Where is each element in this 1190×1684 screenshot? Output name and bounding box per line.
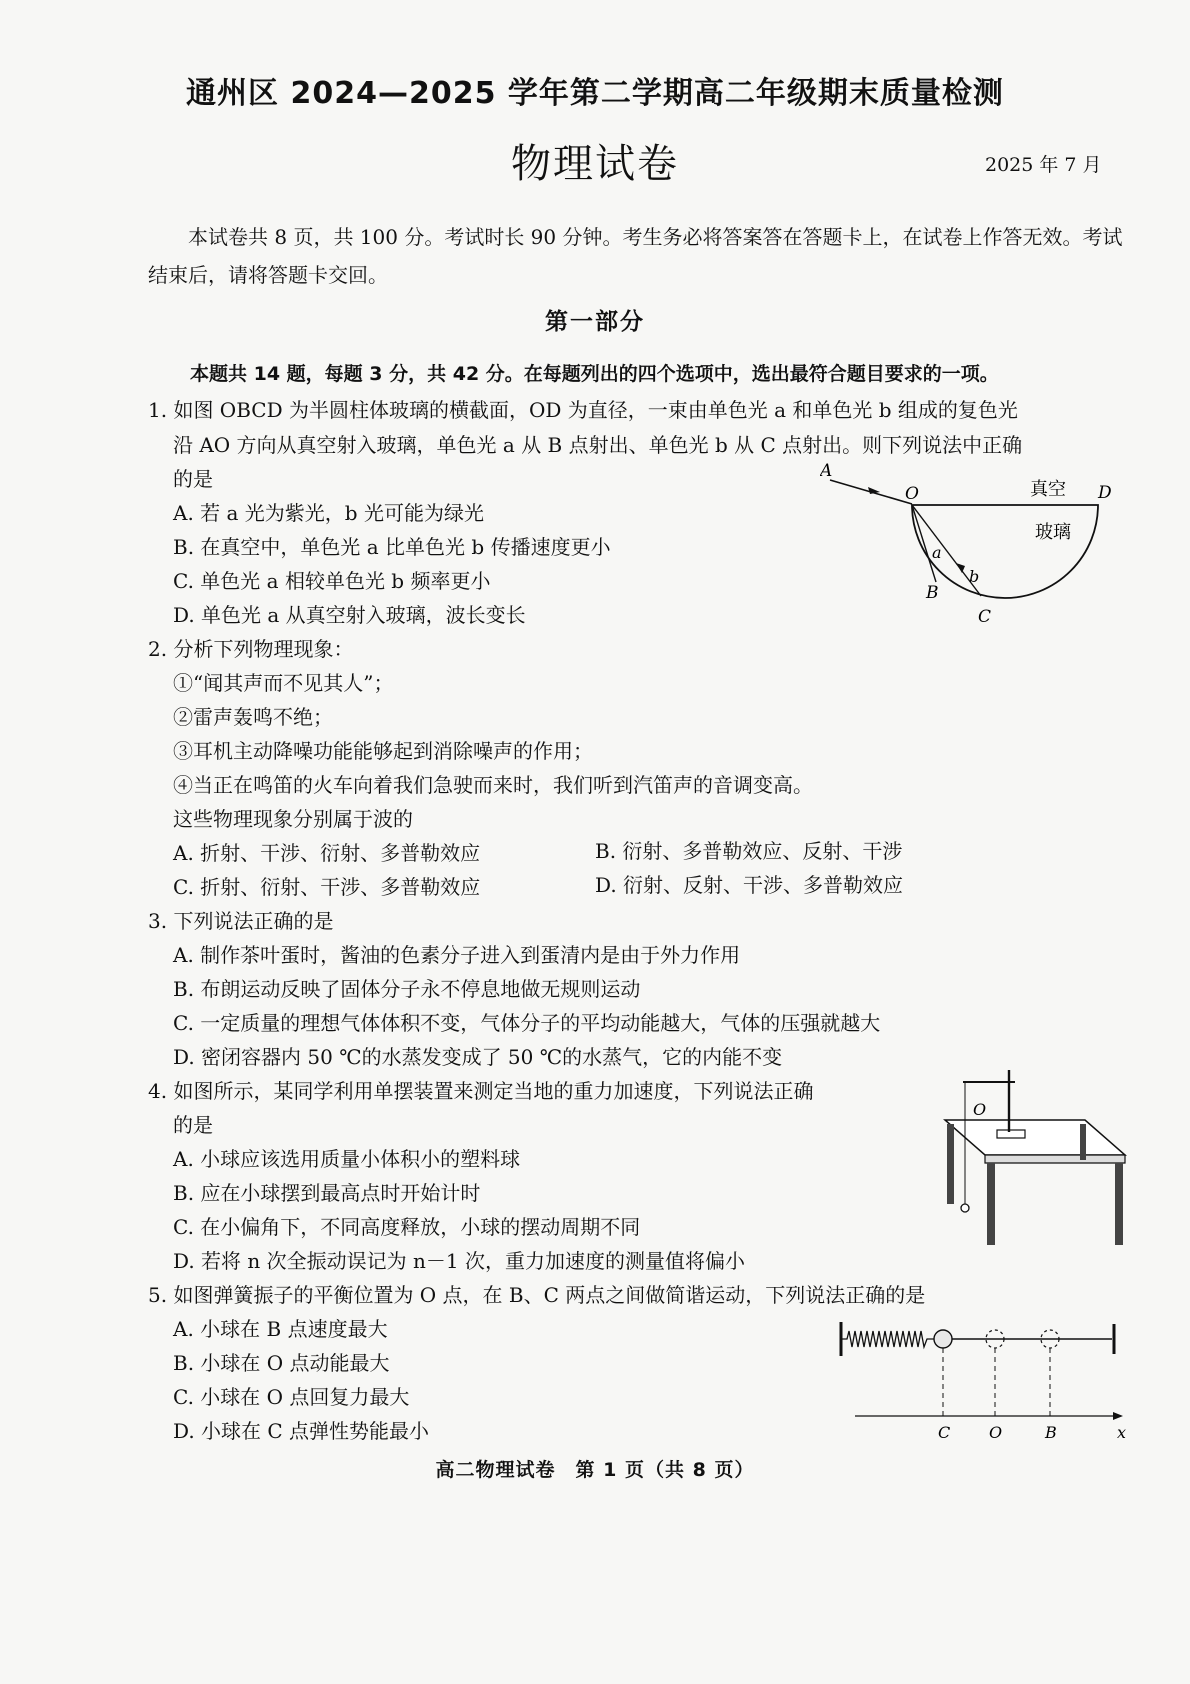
question-1-stem-line-2: 沿 AO 方向从真空射入玻璃，单色光 a 从 B 点射出、单色光 b 从 C 点射出。则下列说法中正确 bbox=[173, 433, 1023, 457]
question-3-option-b: B. 布朗运动反映了固体分子永不停息地做无规则运动 bbox=[173, 977, 641, 1001]
question-5-option-b: B. 小球在 O 点动能最大 bbox=[173, 1351, 390, 1375]
question-5-stem: 5. 如图弹簧振子的平衡位置为 O 点，在 B、C 两点之间做简谐运动，下列说法正确的是 bbox=[148, 1283, 926, 1307]
question-1-option-c: C. 单色光 a 相较单色光 b 频率更小 bbox=[173, 569, 491, 593]
x-axis-arrow bbox=[1113, 1412, 1123, 1420]
exam-date: 2025 年 7 月 bbox=[985, 154, 1102, 176]
question-1-option-d: D. 单色光 a 从真空射入玻璃，波长变长 bbox=[173, 603, 526, 627]
question-2-item-3: ③耳机主动降噪功能能够起到消除噪声的作用； bbox=[173, 739, 593, 763]
question-5-option-d: D. 小球在 C 点弹性势能最小 bbox=[173, 1419, 430, 1443]
question-4-option-b: B. 应在小球摆到最高点时开始计时 bbox=[173, 1181, 481, 1205]
question-4-stem-line-2: 的是 bbox=[173, 1113, 213, 1137]
label-C: C bbox=[938, 1423, 951, 1442]
question-4-option-c: C. 在小偏角下，不同高度释放，小球的摆动周期不同 bbox=[173, 1215, 641, 1239]
label-B: B bbox=[1045, 1423, 1057, 1442]
semicircle-glass-figure bbox=[820, 462, 1120, 637]
question-1-option-a: A. 若 a 光为紫光，b 光可能为绿光 bbox=[173, 501, 484, 525]
table-leg bbox=[1115, 1163, 1123, 1245]
exam-title: 通州区 2024—2025 学年第二学期高二年级期末质量检测 bbox=[186, 76, 1004, 111]
question-4-stem-line-1: 4. 如图所示，某同学利用单摆装置来测定当地的重力加速度，下列说法正确 bbox=[148, 1079, 814, 1103]
question-4-option-d: D. 若将 n 次全振动误记为 n－1 次，重力加速度的测量值将偏小 bbox=[173, 1249, 745, 1273]
table-leg bbox=[1080, 1124, 1086, 1160]
question-2-stem-line-2: 这些物理现象分别属于波的 bbox=[173, 807, 413, 831]
label-b: b bbox=[969, 567, 980, 586]
question-2-item-4: ④当正在鸣笛的火车向着我们急驶而来时，我们听到汽笛声的音调变高。 bbox=[173, 773, 813, 797]
label-x: x bbox=[1117, 1423, 1127, 1442]
question-1-stem-line-3: 的是 bbox=[173, 467, 213, 491]
question-2-option-b: B. 衍射、多普勒效应、反射、干涉 bbox=[595, 839, 903, 863]
question-2-option-d: D. 衍射、反射、干涉、多普勒效应 bbox=[595, 873, 904, 897]
question-3-option-a: A. 制作茶叶蛋时，酱油的色素分子进入到蛋清内是由于外力作用 bbox=[173, 943, 741, 967]
table-leg bbox=[987, 1163, 995, 1245]
question-2-option-a: A. 折射、干涉、衍射、多普勒效应 bbox=[173, 841, 481, 865]
question-3-option-d: D. 密闭容器内 50 ℃的水蒸发变成了 50 ℃的水蒸气，它的内能不变 bbox=[173, 1045, 783, 1069]
table-top bbox=[945, 1120, 1125, 1155]
page-footer: 高二物理试卷 第 1 页（共 8 页） bbox=[435, 1459, 755, 1481]
table-leg bbox=[947, 1124, 954, 1204]
question-3-stem: 3. 下列说法正确的是 bbox=[148, 909, 334, 933]
subject-title: 物理试卷 bbox=[511, 141, 679, 187]
label-O: O bbox=[989, 1423, 1003, 1442]
label-O: O bbox=[905, 484, 919, 504]
ball-at-C bbox=[934, 1330, 952, 1348]
stand-base bbox=[997, 1130, 1025, 1138]
question-2-item-1: ①“闻其声而不见其人”； bbox=[173, 671, 394, 695]
question-2-item-2: ②雷声轰鸣不绝； bbox=[173, 705, 333, 729]
question-2-stem-line-1: 2. 分析下列物理现象： bbox=[148, 637, 354, 661]
table-edge bbox=[985, 1155, 1125, 1163]
label-A: A bbox=[820, 462, 833, 481]
question-5-option-c: C. 小球在 O 点回复力最大 bbox=[173, 1385, 410, 1409]
question-1-stem-line-1: 1. 如图 OBCD 为半圆柱体玻璃的横截面，OD 为直径，一束由单色光 a 和单色光 b 组成的复色光 bbox=[148, 398, 1018, 422]
label-C: C bbox=[978, 607, 992, 627]
ray-b-arrow bbox=[956, 563, 965, 573]
question-1-option-b: B. 在真空中，单色光 a 比单色光 b 传播速度更小 bbox=[173, 535, 611, 559]
question-3-option-c: C. 一定质量的理想气体体积不变，气体分子的平均动能越大，气体的压强就越大 bbox=[173, 1011, 881, 1035]
label-D: D bbox=[1098, 483, 1112, 503]
part-title: 第一部分 bbox=[545, 309, 645, 335]
spring bbox=[841, 1331, 935, 1347]
label-B: B bbox=[926, 583, 939, 603]
label-a: a bbox=[932, 543, 942, 562]
label-glass: 玻璃 bbox=[1035, 522, 1071, 543]
exam-instructions: 本试卷共 8 页，共 100 分。考试时长 90 分钟。考生务必将答案答在答题卡上，在试卷上作答无效。考试结束后，请将答题卡交回。 bbox=[148, 225, 1123, 287]
pendulum-ball bbox=[961, 1204, 969, 1212]
pendulum-figure bbox=[935, 1060, 1135, 1250]
part-instruction: 本题共 14 题，每题 3 分，共 42 分。在每题列出的四个选项中，选出最符合题目要求的一项。 bbox=[190, 363, 999, 385]
label-vacuum: 真空 bbox=[1030, 479, 1066, 500]
spring-oscillator-figure bbox=[835, 1312, 1135, 1447]
label-O: O bbox=[973, 1100, 987, 1119]
question-4-option-a: A. 小球应该选用质量小体积小的塑料球 bbox=[173, 1147, 521, 1171]
question-2-option-c: C. 折射、衍射、干涉、多普勒效应 bbox=[173, 875, 481, 899]
question-5-option-a: A. 小球在 B 点速度最大 bbox=[173, 1317, 388, 1341]
ray-arrow bbox=[868, 487, 880, 494]
